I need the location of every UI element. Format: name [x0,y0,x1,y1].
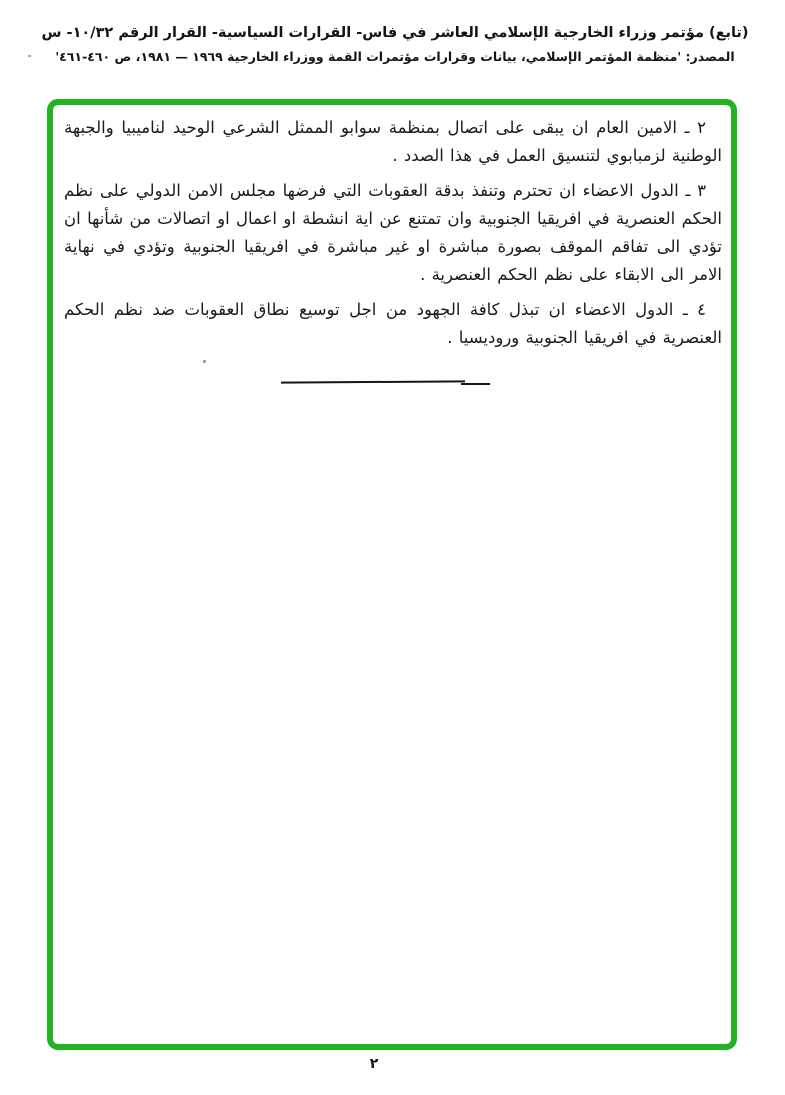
header-line-1: (تابع) مؤتمر وزراء الخارجية الإسلامي العاشر في فاس- القرارات السياسية- القرار الرقم ١٠/٣٢- س [41,25,749,41]
header-line-2-source: المصدر: 'منظمة المؤتمر الإسلامي، بيانات وقرارات مؤتمرات القمة ووزراء الخارجية ١٩٦٩ — ١٩٨١، ص ٤٦٠-٤٦١' [55,49,735,64]
document-header [40,25,750,64]
page-number: ٢ [369,1056,379,1072]
paragraph-item-4: ٤ ـ الدول الاعضاء ان تبذل كافة الجهود من اجل توسيع نطاق العقوبات ضد نظم الحكم العنصرية في افريقيا الجنوبية وروديسيا . [64,300,722,347]
scan-speck [28,55,31,57]
scan-speck [203,360,206,363]
document-body [64,114,722,359]
separator-rule-tail [461,383,490,385]
paragraph-item-3: ٣ ـ الدول الاعضاء ان تحترم وتنفذ بدقة العقوبات التي فرضها مجلس الامن الدولي على نظم الحكم العنصرية في افريقيا الجنوبية وان تمتنع عن اية انشطة او اعمال او اتصالات من شأنها ان تؤدي الى تفاقم الموقف بصورة مباشرة او غير مباشرة في افريقيا الجنوبية وتؤدي في نهاية الامر الى الابقاء على نظم الحكم العنصرية . [64,181,722,284]
paragraph-item-2: ٢ ـ الامين العام ان يبقى على اتصال بمنظمة سوابو الممثل الشرعي الوحيد لناميبيا والجبهة الوطنية لزمبابوي لتنسيق العمل في هذا الصدد . [64,118,722,165]
